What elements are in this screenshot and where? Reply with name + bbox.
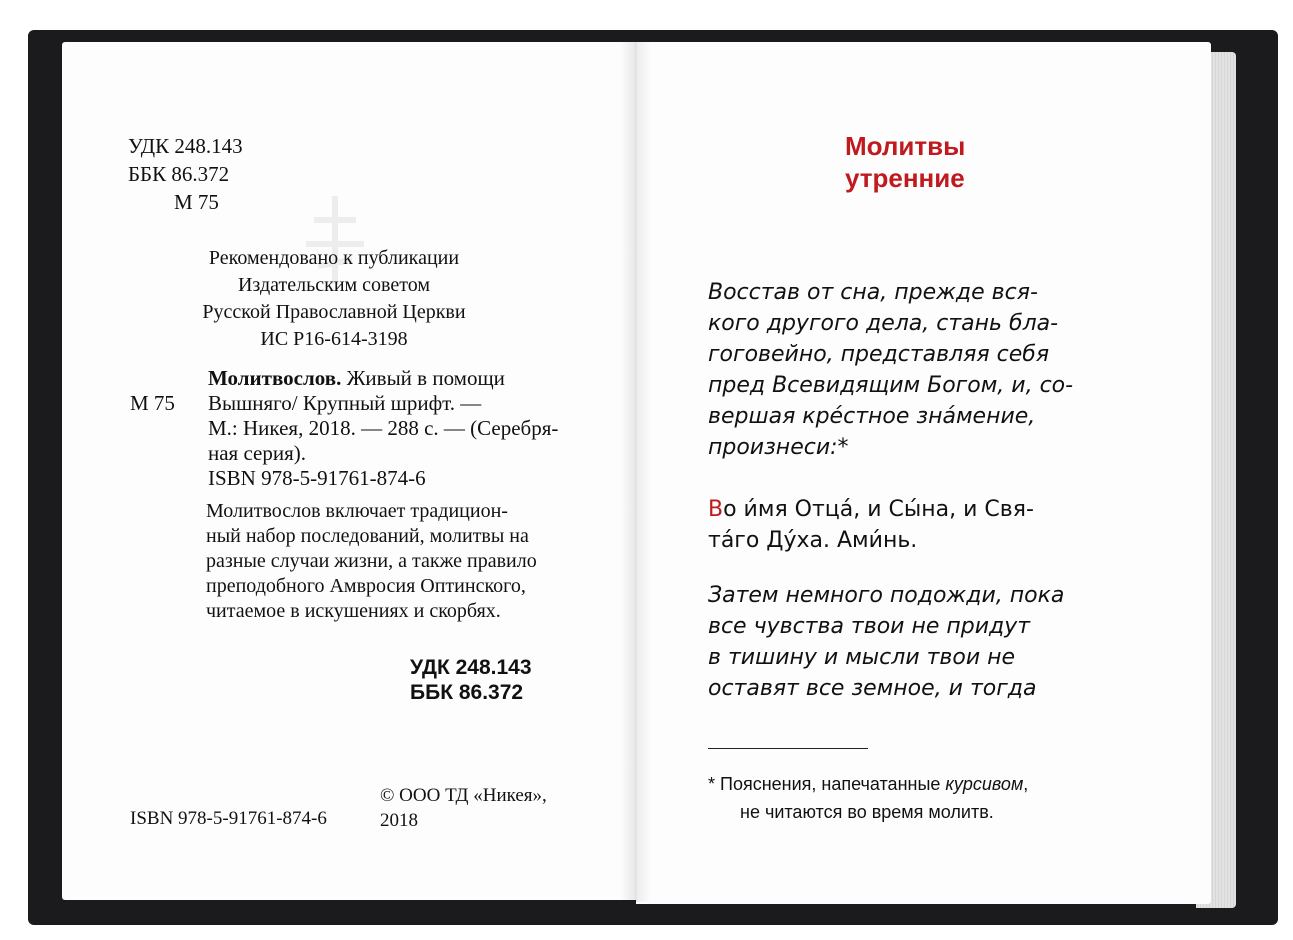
prayer-line	[708, 494, 1034, 525]
instruction-text-2	[708, 580, 1064, 704]
author-sign: М 75	[174, 190, 219, 214]
instruction-line: Затем немного подожди, пока	[708, 583, 1065, 608]
instruction-line: пред Всевидящим Богом, и, со-	[708, 373, 1074, 398]
description-line: преподобного Амвросия Оптинского,	[206, 575, 526, 597]
bbk-code-bold: ББК 86.372	[410, 681, 524, 704]
recommendation-line: Русской Православной Церкви	[202, 301, 466, 323]
isbn: ISBN 978-5-91761-874-6	[208, 466, 426, 490]
biblio-line: ная серия).	[208, 441, 307, 465]
bibliographic-record	[130, 366, 559, 491]
prayer-text	[708, 494, 1034, 556]
description-line: Молитвослов включает традицион-	[206, 500, 508, 522]
instruction-text	[708, 277, 1128, 463]
footnote-italic-word: курсивом	[945, 774, 1024, 794]
side-author-sign: М 75	[130, 391, 175, 415]
classification-codes	[128, 132, 243, 216]
prayer-line-text: о и́мя Отца́, и Сы́на, и Свя-	[723, 497, 1034, 522]
red-initial: В	[708, 497, 724, 522]
instruction-line: в тишину и мысли твои не	[708, 645, 1016, 670]
biblio-line: М.: Никея, 2018. — 288 с. — (Серебря-	[208, 416, 559, 440]
heading-line: утренние	[845, 163, 965, 193]
copyright-holder: © ООО ТД «Никея»,	[380, 785, 547, 806]
heading-line: Молитвы	[845, 131, 966, 161]
instruction-line: вершая кре́стное зна́мение,	[708, 404, 1036, 429]
instruction-line: оставят все земное, и тогда	[708, 676, 1037, 701]
biblio-line	[130, 391, 550, 416]
biblio-title-line	[130, 366, 550, 391]
footnote-line-2: не читаются во время молитв.	[740, 802, 994, 822]
copyright	[380, 783, 547, 833]
section-heading	[845, 130, 965, 194]
isbn-bottom: ISBN 978-5-91761-874-6	[130, 808, 327, 829]
book-title: Молитвослов.	[208, 366, 342, 390]
udk-code-bold: УДК 248.143	[410, 656, 532, 679]
bbk-code: ББК 86.372	[128, 162, 230, 186]
instruction-line: Восстав от сна, прежде вся-	[708, 280, 1038, 305]
book-description	[206, 499, 537, 624]
description-line: ный набор последований, молитвы на	[206, 525, 529, 547]
recommendation-block	[160, 245, 508, 353]
footnote-comma: ,	[1023, 774, 1029, 794]
instruction-line: гоговейно, представляя себя	[708, 342, 1050, 367]
footnote-marker: *	[708, 774, 716, 794]
biblio-line-text: Вышняго/ Крупный шрифт. —	[208, 391, 482, 415]
description-line: разные случаи жизни, а также правило	[206, 550, 537, 572]
instruction-line: кого другого дела, стань бла-	[708, 311, 1059, 336]
book-subtitle: Живый в помощи	[341, 366, 505, 390]
prayer-line: та́го Ду́ха. Ами́нь.	[708, 528, 918, 553]
footnote-rule	[708, 748, 868, 749]
recommendation-code: ИС Р16-614-3198	[260, 328, 408, 350]
footnote-text: Пояснения, напечатанные	[715, 774, 946, 794]
instruction-line: произнеси:*	[708, 435, 849, 460]
recommendation-line: Рекомендовано к публикации	[208, 247, 460, 269]
classification-codes-bottom	[410, 655, 532, 705]
copyright-year: 2018	[380, 810, 418, 831]
footnote-line	[708, 770, 1028, 798]
udk-code: УДК 248.143	[128, 134, 243, 158]
instruction-line: все чувства твои не придут	[708, 614, 1031, 639]
book-gutter	[620, 42, 652, 902]
description-line: читаемое в искушениях и скорбях.	[206, 600, 501, 622]
footnote	[708, 770, 1028, 826]
recommendation-line: Издательским советом	[237, 274, 431, 296]
